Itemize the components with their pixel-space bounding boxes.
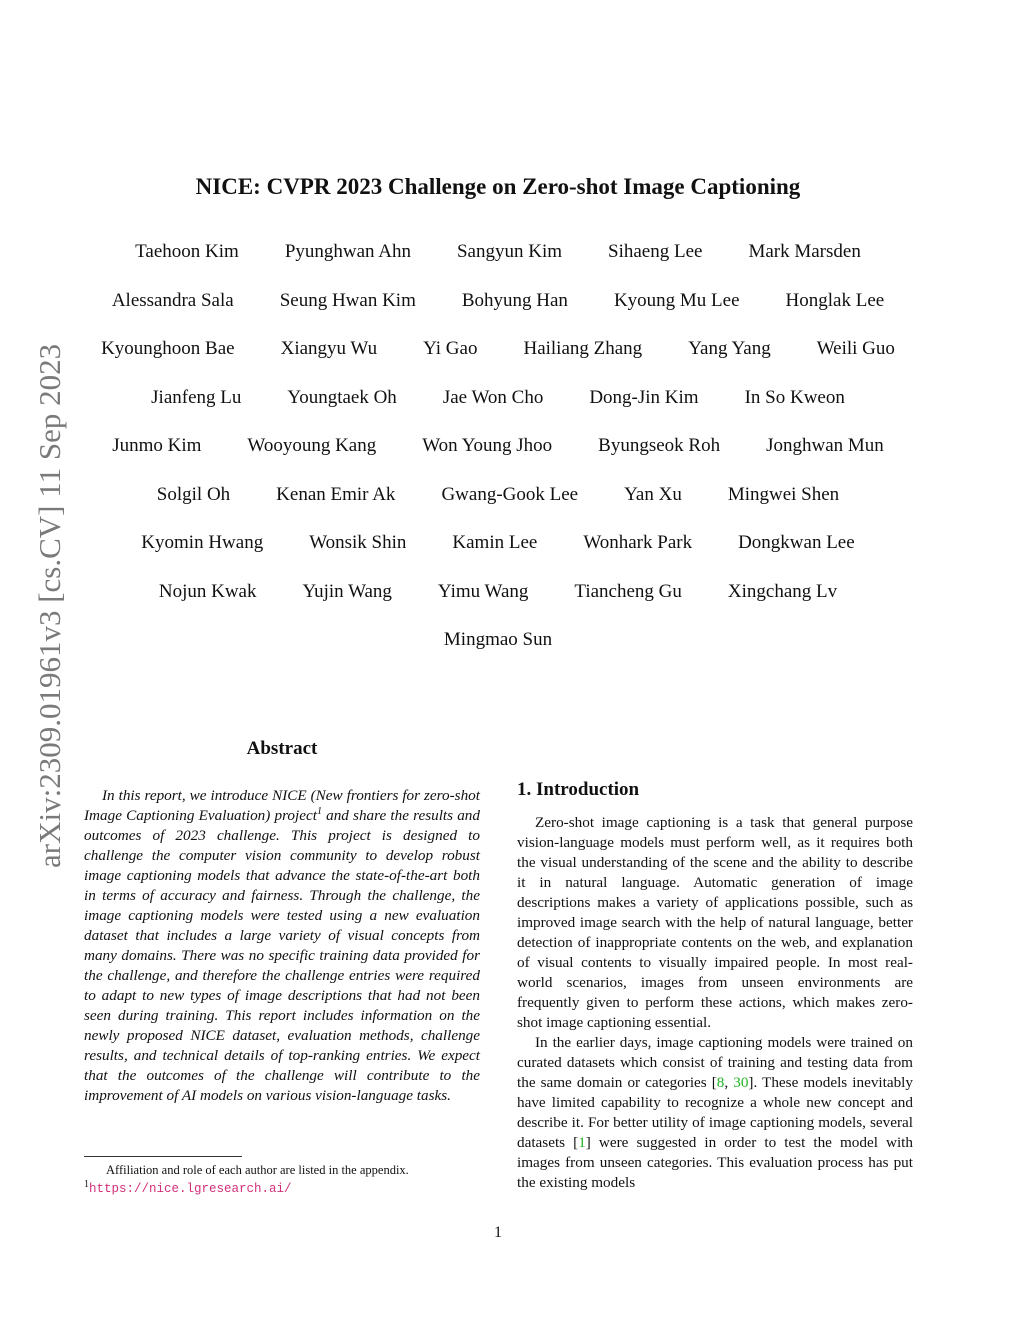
intro-p2-text-a: In the earlier days, image captioning models were trained on curated datasets which consist of training and testing data from the same domain or categories [	[517, 1034, 913, 1091]
page-number: 1	[494, 1224, 502, 1241]
author-name: Jianfeng Lu	[151, 386, 242, 408]
project-url-link[interactable]: https://nice.lgresearch.ai/	[89, 1182, 292, 1196]
author-name: Kamin Lee	[452, 532, 538, 553]
abstract-text	[84, 786, 480, 1106]
author-name: Yujin Wang	[302, 580, 392, 602]
author-name: Pyunghwan Ahn	[284, 241, 411, 262]
author-name: Yimu Wang	[437, 580, 529, 602]
intro-p2-sep: ,	[724, 1074, 734, 1091]
abstract-text-part1: In this report, we introduce NICE (New frontiers for zero-shot Image Captioning Evaluation) project	[84, 787, 480, 824]
author-name: Weili Guo	[816, 338, 895, 359]
author-name: Won Young Jhoo	[422, 435, 553, 456]
author-name: Jonghwan Mun	[766, 435, 884, 456]
author-name: Kyomin Hwang	[141, 532, 264, 553]
author-name: Taehoon Kim	[135, 241, 239, 262]
author-name: Wonsik Shin	[309, 532, 407, 553]
right-column	[517, 779, 913, 1193]
author-row	[82, 287, 914, 336]
author-name: Mingmao Sun	[443, 629, 553, 650]
author-name: Kenan Emir Ak	[276, 483, 396, 505]
author-row	[82, 481, 914, 530]
author-name: In So Kweon	[744, 386, 845, 408]
author-name: Gwang-Gook Lee	[441, 483, 579, 505]
author-name: Byungseok Roh	[598, 435, 721, 456]
citation-1-link[interactable]: 1	[578, 1134, 586, 1151]
author-name: Wonhark Park	[583, 532, 693, 553]
citation-30-link[interactable]: 30	[733, 1074, 749, 1091]
footnote-marker: 1	[316, 805, 322, 817]
abstract-heading: Abstract	[246, 738, 318, 759]
author-row	[82, 578, 914, 627]
footnote-url-line	[84, 1179, 480, 1198]
author-name: Sangyun Kim	[456, 241, 563, 262]
author-name: Alessandra Sala	[111, 289, 234, 311]
author-name: Sihaeng Lee	[608, 241, 703, 262]
author-name: Wooyoung Kang	[247, 435, 377, 456]
author-name: Nojun Kwak	[158, 580, 257, 602]
author-row	[82, 335, 914, 384]
footnote-url-marker: 1	[84, 1178, 89, 1190]
footnote-rule	[84, 1156, 242, 1157]
author-name: Tiancheng Gu	[574, 580, 682, 602]
author-name: Seung Hwan Kim	[279, 289, 416, 311]
author-name: Xiangyu Wu	[280, 338, 378, 359]
author-name: Kyoung Mu Lee	[613, 289, 740, 311]
author-name: Dong-Jin Kim	[589, 386, 699, 408]
author-row	[82, 626, 914, 675]
footnotes	[84, 1156, 480, 1198]
left-column	[84, 738, 480, 1106]
abstract-text-part2: and share the results and outcomes of 2023 challenge. This project is designed to challenge the computer vision community to develop robust image captioning models that advance the state-of-the-art both in terms of accuracy and fairness. Through the challenge, the image captioning models were tested using a new evaluation dataset that includes a large variety of visual concepts from many domains. There was no specific training data provided for the challenge, and therefore the challenge entries were required to adapt to new types of image descriptions that had not been seen during training. This report includes information on the newly proposed NICE dataset, evaluation methods, challenge results, and technical details of top-ranking entries. We expect that the outcomes of the challenge will contribute to the improvement of AI models on various vision-language tasks.	[84, 807, 480, 1104]
introduction-heading: 1. Introduction	[517, 779, 640, 800]
author-name: Kyounghoon Bae	[101, 338, 235, 359]
paper-title: NICE: CVPR 2023 Challenge on Zero-shot Image Captioning	[195, 174, 801, 199]
author-name: Xingchang Lv	[727, 580, 838, 602]
author-row	[82, 432, 914, 481]
author-row	[82, 529, 914, 578]
author-name: Yan Xu	[624, 483, 682, 505]
author-name: Mark Marsden	[748, 241, 861, 262]
author-name: Honglak Lee	[785, 289, 885, 311]
citation-8-link[interactable]: 8	[716, 1074, 725, 1091]
author-name: Solgil Oh	[156, 483, 231, 505]
author-name: Junmo Kim	[112, 435, 202, 456]
footnote-affiliation: Affiliation and role of each author are listed in the appendix.	[106, 1163, 409, 1177]
introduction-paragraph-1: Zero-shot image captioning is a task that general purpose vision-language models must perform well, as it requires both the visual understanding of the scene and the ability to describe it in natural language. Automatic generation of image descriptions makes a variety of applications possible, such as improved image search with the help of natural language, better detection of inappropriate contents on the web, and explanation of visual contents to visually impaired people. In most real-world scenarios, images from unseen environments are frequently given to perform these actions, which makes zero-shot image captioning essential.	[517, 814, 913, 1031]
intro-p2-text-b: ]. These models inevitably have limited capability to recognize a whole new concept and describe it. For better utility of image captioning models, several datasets [	[517, 1074, 913, 1151]
arxiv-identifier-stamp: arXiv:2309.01961v3 [cs.CV] 11 Sep 2023	[32, 343, 67, 868]
author-row	[82, 384, 914, 433]
author-name: Bohyung Han	[461, 289, 568, 311]
author-name: Yi Gao	[423, 338, 478, 359]
intro-p2-text-c: ] were suggested in order to test the model with images from unseen categories. This evaluation process has put the existing models	[517, 1134, 913, 1191]
author-name: Youngtaek Oh	[287, 386, 397, 408]
author-name: Yang Yang	[688, 338, 771, 359]
author-list	[82, 238, 914, 675]
author-name: Hailiang Zhang	[523, 338, 643, 359]
introduction-paragraph-2	[517, 1033, 913, 1193]
author-name: Dongkwan Lee	[738, 532, 855, 553]
author-name: Mingwei Shen	[727, 483, 840, 505]
author-row	[82, 238, 914, 287]
author-name: Jae Won Cho	[442, 386, 544, 408]
